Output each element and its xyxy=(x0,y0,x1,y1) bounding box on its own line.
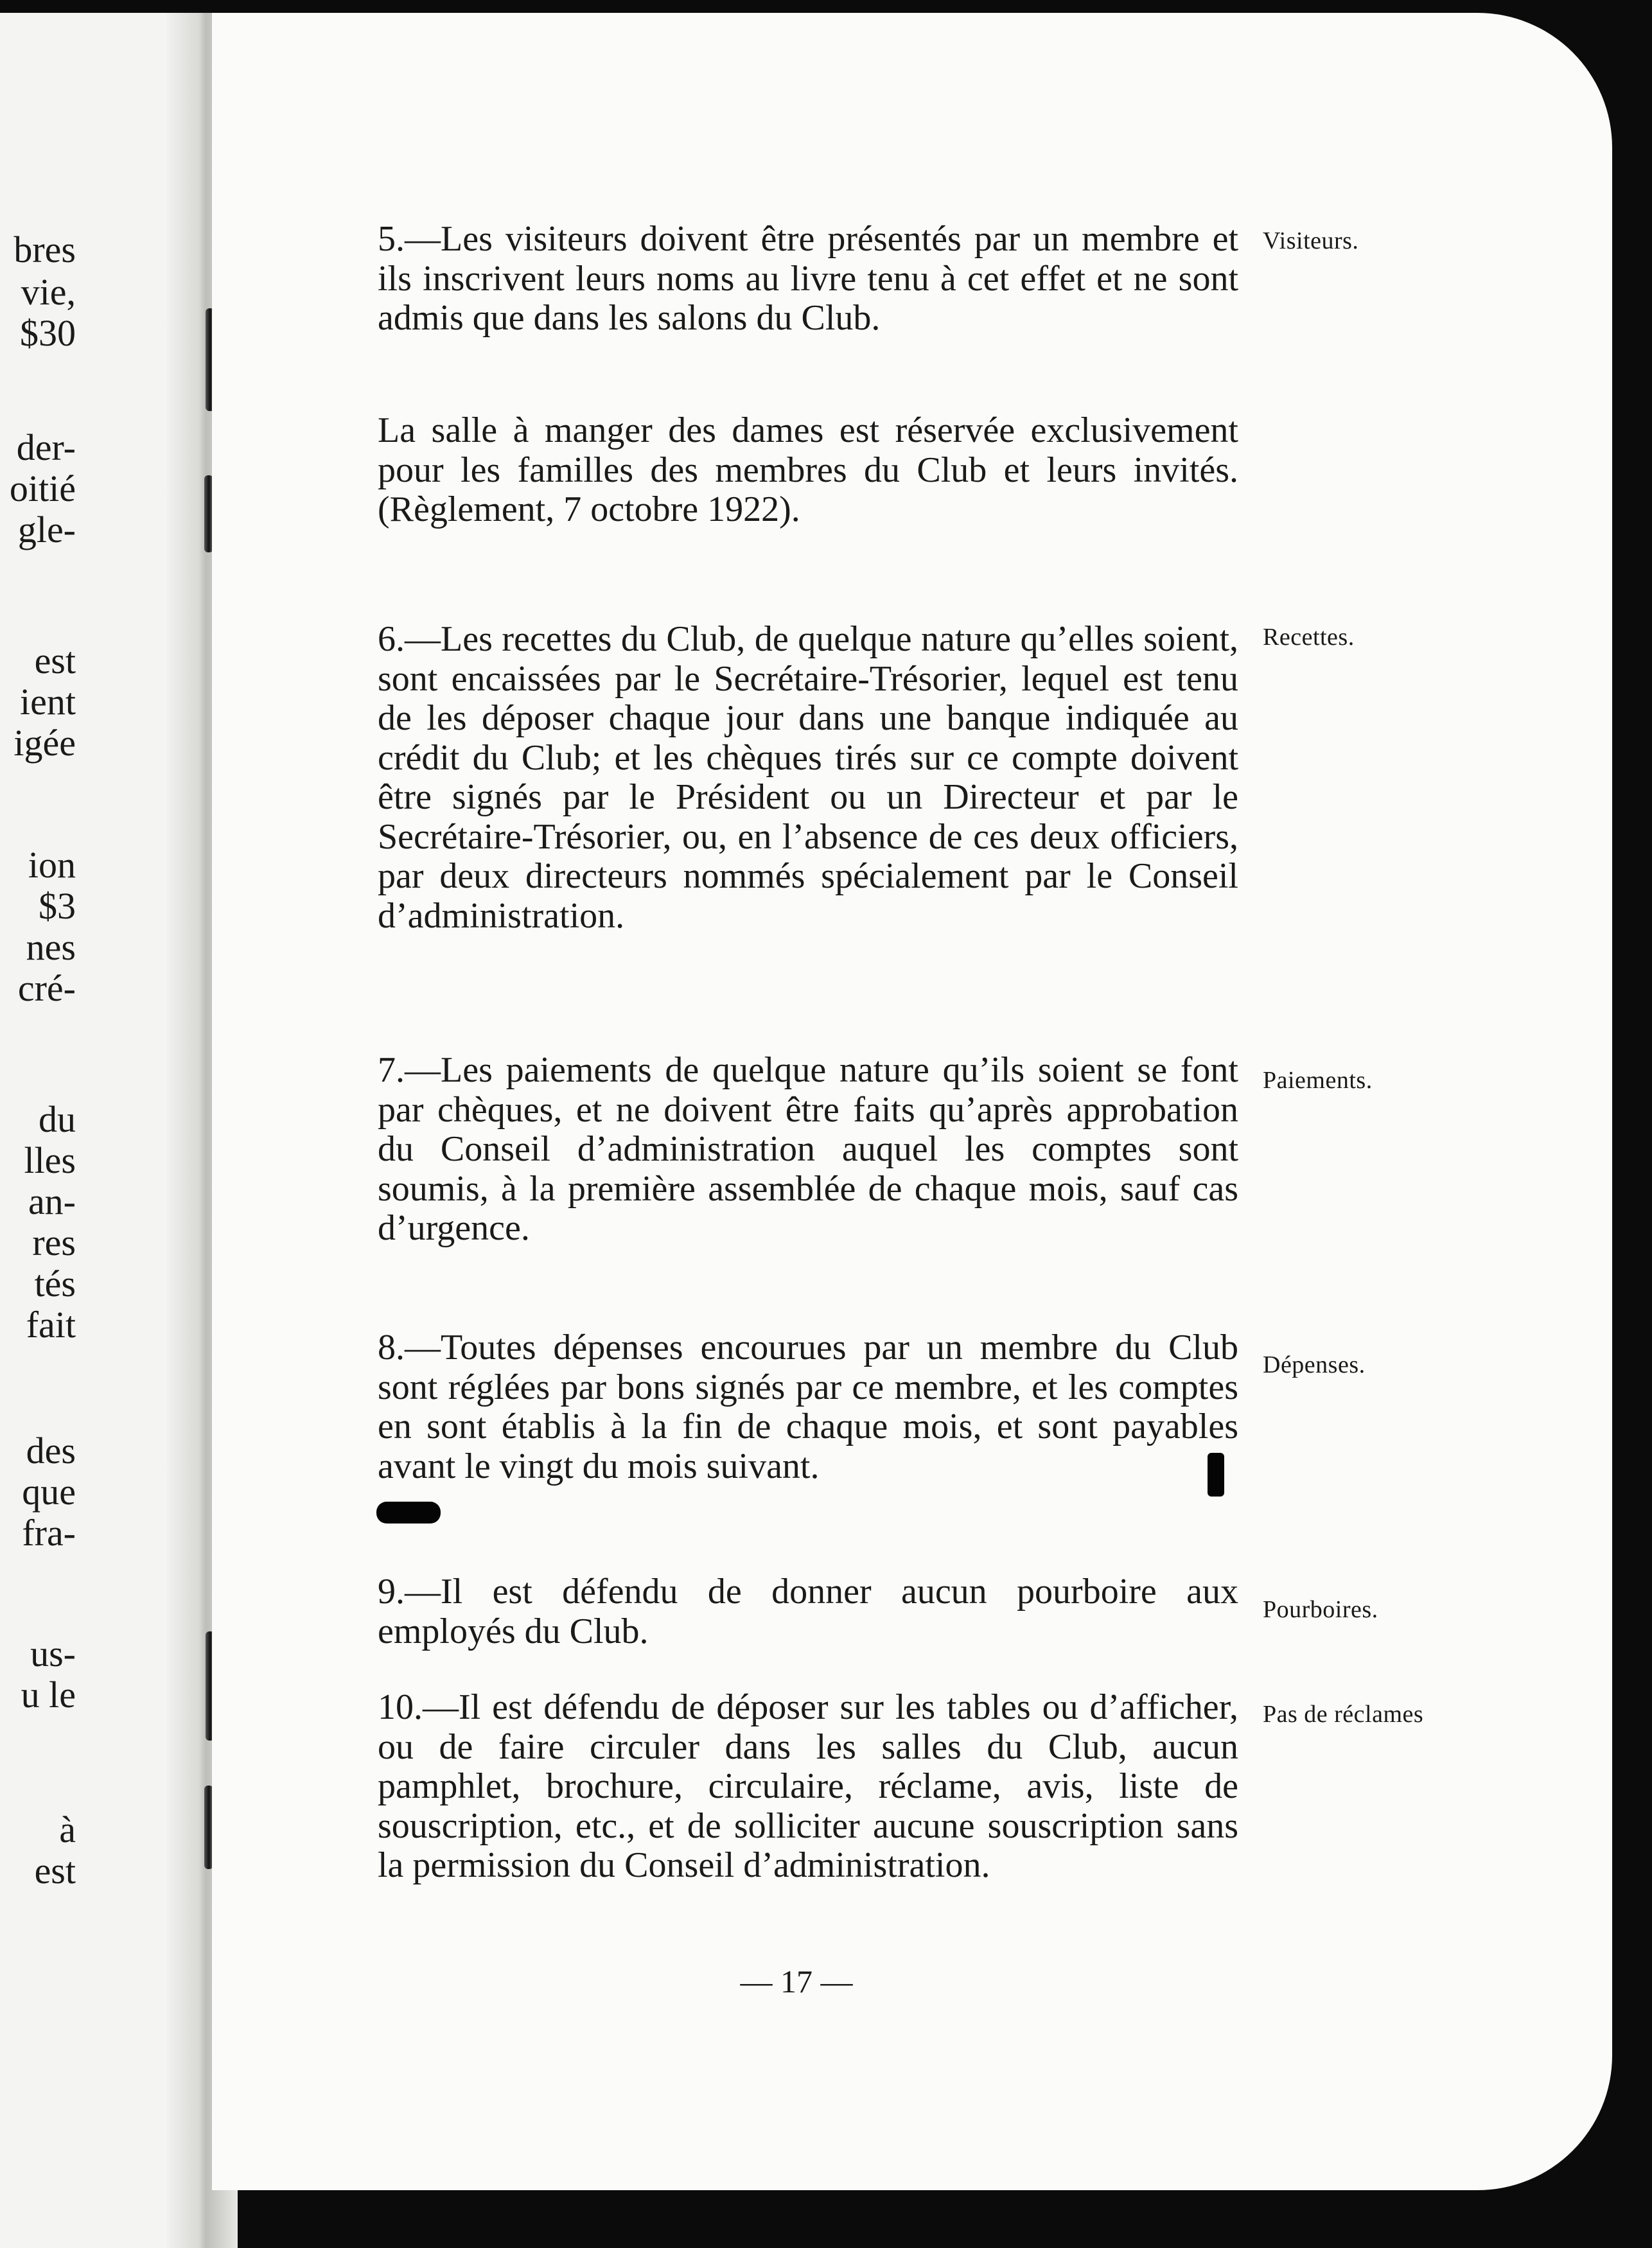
left-page-fragment: $30 xyxy=(20,312,76,354)
margin-note-depenses: Dépenses. xyxy=(1263,1351,1366,1378)
left-page-fragment: que xyxy=(22,1471,76,1513)
left-page-fragment: gle- xyxy=(17,509,76,550)
left-page-fragment: lles xyxy=(24,1139,76,1181)
left-page-fragment: nes xyxy=(26,926,76,968)
left-page-fragment: u le xyxy=(21,1674,76,1716)
margin-note-pas-de-reclames: Pas de réclames xyxy=(1263,1701,1424,1728)
left-page-fragment: est xyxy=(34,640,76,681)
left-page-fragment: à xyxy=(59,1809,76,1850)
left-page-fragment: du xyxy=(39,1098,76,1140)
ink-blot xyxy=(376,1502,441,1524)
ink-blot xyxy=(1208,1453,1224,1497)
left-page-fragment: $3 xyxy=(39,885,76,927)
margin-note-pourboires: Pourboires. xyxy=(1263,1596,1378,1623)
left-page-fragment: cré- xyxy=(17,967,76,1009)
left-page-fragment: igée xyxy=(13,722,76,764)
left-page-fragment: an- xyxy=(28,1181,76,1222)
page-number: — 17 — xyxy=(740,1963,853,1999)
left-page-fragment: bres xyxy=(13,229,76,270)
article-8-paragraph: 8.—Toutes dépenses encourues par un membre du Club sont réglées par bons signés par ce membre, et les comptes en sont établis à la fin de chaque mois, et sont payables avant le vingt du mois suivant. xyxy=(378,1328,1238,1486)
left-page-fragment: fait xyxy=(26,1304,76,1346)
article-9-paragraph: 9.—Il est défendu de donner aucun pourboire aux employés du Club. xyxy=(378,1572,1238,1651)
ladies-dining-room-paragraph: La salle à manger des dames est réservée exclusivement pour les familles des membres du Club et leurs invités. (Règlement, 7 octobre 1922). xyxy=(378,410,1238,529)
left-page-fragment: us- xyxy=(30,1633,76,1674)
left-page-fragment: ient xyxy=(20,681,76,723)
left-page-fragment: tés xyxy=(34,1263,76,1304)
left-page-fragment: fra- xyxy=(22,1512,76,1554)
left-page-fragment: ion xyxy=(28,844,76,886)
margin-note-visiteurs: Visiteurs. xyxy=(1263,227,1359,254)
article-5-paragraph: 5.—Les visiteurs doivent être présentés par un membre et ils inscrivent leurs noms au livre tenu à cet effet et ne sont admis que dans les salons du Club. xyxy=(378,219,1238,338)
article-7-paragraph: 7.—Les paiements de quelque nature qu’ils soient se font par chèques, et ne doivent être faits qu’après approbation du Conseil d’administration auquel les comptes sont soumis, à la première assemblée de chaque mois, sauf cas d’urgence. xyxy=(378,1050,1238,1248)
margin-note-recettes: Recettes. xyxy=(1263,624,1355,651)
left-page-fragment: oitié xyxy=(9,468,76,509)
left-page-fragment: vie, xyxy=(21,271,76,313)
article-10-paragraph: 10.—Il est défendu de déposer sur les tables ou d’afficher, ou de faire circuler dans les salles du Club, aucun pamphlet, brochure, circulaire, réclame, avis, liste de souscription, etc., et de solliciter aucune souscription sans la permission du Conseil d’administration. xyxy=(378,1687,1238,1885)
left-page-fragment: res xyxy=(32,1222,76,1263)
left-page-fragment: est xyxy=(34,1850,76,1892)
left-page-fragment: des xyxy=(26,1430,76,1471)
left-page-fragment: der- xyxy=(16,426,76,468)
article-6-paragraph: 6.—Les recettes du Club, de quelque nature qu’elles soient, sont encaissées par le Secrétaire-Trésorier, lequel est tenu de les déposer chaque jour dans une banque indiquée au crédit du Club; et les chèques tirés sur ce compte doivent être signés par le Président ou un Directeur et par le Secrétaire-Trésorier, ou, en l’absence de ces deux officiers, par deux directeurs nommés spécialement par le Conseil d’administration. xyxy=(378,619,1238,936)
margin-note-paiements: Paiements. xyxy=(1263,1067,1373,1094)
